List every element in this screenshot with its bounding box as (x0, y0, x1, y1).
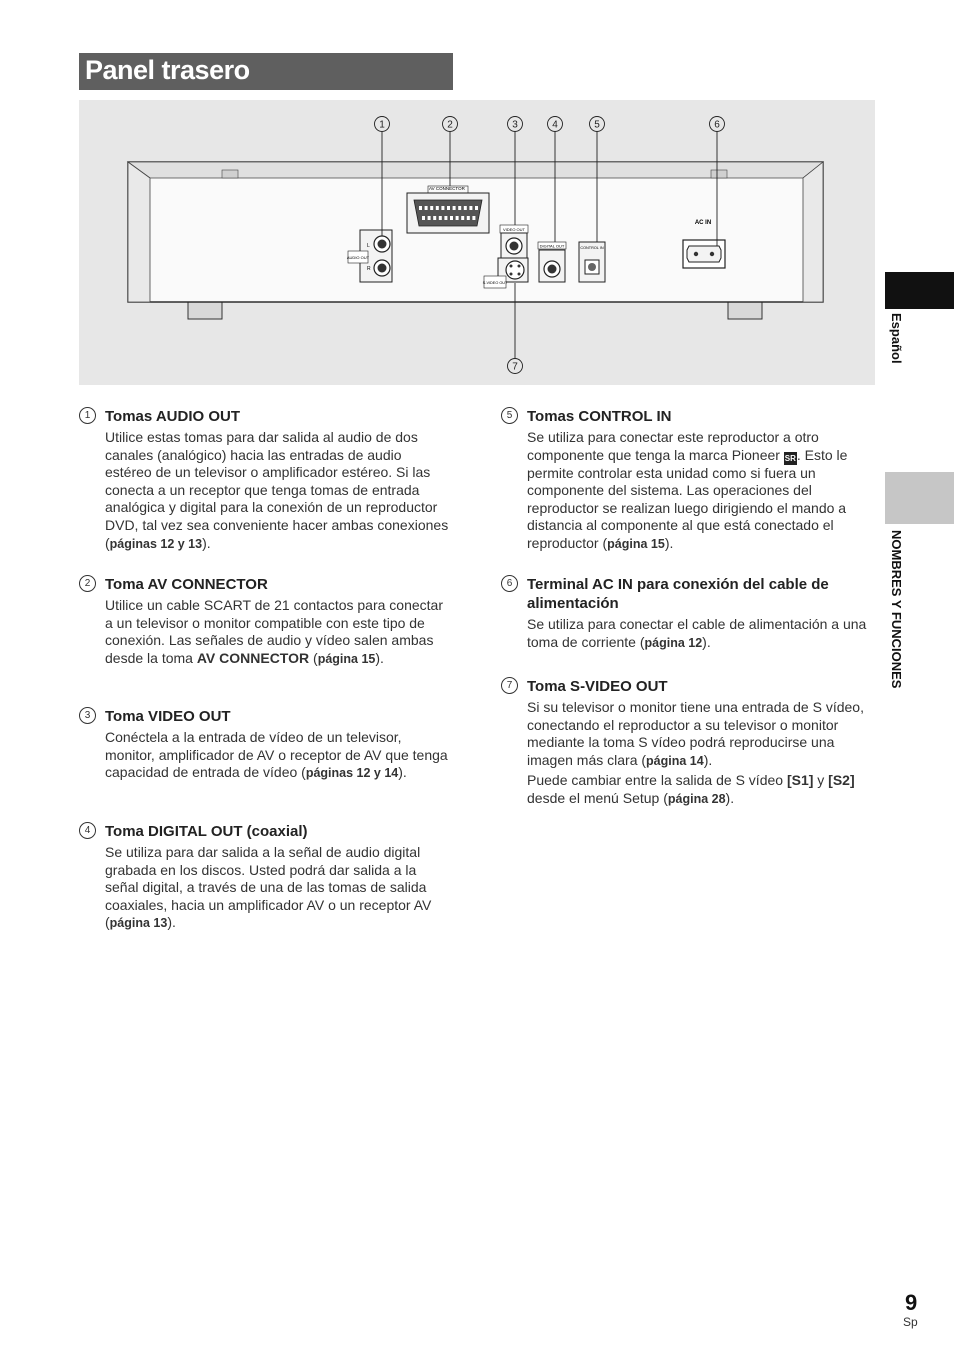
item-body: Se utiliza para conectar el cable de alimentación a una toma de corriente (página 12). (527, 616, 867, 650)
scart-pin (422, 216, 425, 220)
label-ac-in: AC IN (694, 220, 712, 226)
right-foot (728, 300, 762, 319)
item-title: Toma AV CONNECTOR (105, 576, 268, 593)
item-digital-out (79, 822, 449, 933)
callout-2-label: 2 (447, 119, 453, 131)
label-control-in: CONTROL IN (580, 246, 604, 250)
scart-pin (433, 216, 436, 220)
scart-pin (475, 206, 478, 210)
page-language-code: Sp (903, 1315, 918, 1329)
item-number: 1 (79, 407, 96, 424)
callout-5-label: 5 (594, 119, 600, 131)
chassis-right-side (803, 162, 823, 302)
left-foot (188, 300, 222, 319)
item-audio-out (79, 407, 449, 553)
scart-pin (456, 216, 459, 220)
section-label: NOMBRES Y FUNCIONES (889, 530, 904, 689)
scart-pin (464, 206, 467, 210)
chassis-left-side (128, 162, 150, 302)
item-body: Utilice estas tomas para dar salida al audio de dos canales (analógico) hacia las entradas de audio estéreo de un televisor o amplificador estéreo. Si las conecta a un receptor que tenga tomas de entrada analógica y digital para la conexión de un reproductor DVD, tal vez sea conveniente hacer ambas conexiones (páginas 12 y 13). (105, 429, 449, 551)
section-title-bar (79, 53, 453, 90)
item-title: Toma S-VIDEO OUT (527, 678, 668, 695)
scart-pin (472, 216, 475, 220)
item-number: 3 (79, 707, 96, 724)
item-title: Terminal AC IN para conexión del cable de alimentación (527, 576, 829, 612)
label-s-video-out: S-VIDEO OUT (482, 281, 508, 285)
s-video-jack (506, 261, 524, 279)
scart-pin (467, 216, 470, 220)
scart-pin (447, 206, 450, 210)
callout-3-label: 3 (512, 119, 518, 131)
item-s-video-out (501, 677, 871, 809)
rear-panel-figure (79, 100, 875, 385)
item-number: 2 (79, 575, 96, 592)
item-body-secondary: Puede cambiar entre la salida de S vídeo [S1] y [S2] desde el menú Setup (página 28). (527, 772, 855, 806)
item-title: Tomas AUDIO OUT (105, 408, 241, 425)
item-body: Si su televisor o monitor tiene una entrada de S vídeo, conectando el reproductor a su televisor o monitor mediante la toma S vídeo podrá reproducirse una imagen más clara (página 14). (527, 699, 864, 768)
item-title: Toma VIDEO OUT (105, 708, 231, 725)
label-r: R (367, 266, 371, 272)
item-body: Se utiliza para dar salida a la señal de audio digital grabada en los discos. Usted podrá dar salida a la señal digital, a través de una de las tomas de salida coaxiales, hacia un amplificador AV o un receptor AV (página 13). (105, 844, 432, 931)
item-number: 7 (501, 677, 518, 694)
scart-pin (428, 216, 431, 220)
item-body: Conéctela a la entrada de vídeo de un televisor, monitor, amplificador de AV o receptor de AV que tenga capacidad de entrada de vídeo (páginas 12 y 14). (105, 729, 448, 781)
item-title: Tomas CONTROL IN (527, 408, 672, 425)
item-body: Se utiliza para conectar este reproductor a otro componente que tenga la marca Pioneer SR. Esto le permite controlar esta unidad como si fuera un componente del sistema. Las operaciones del reproductor se realizan luego dirigiendo el mando a distancia al componente al que está conectado el reproductor (página 15). (527, 429, 848, 551)
item-number: 6 (501, 575, 518, 592)
scart-pin (461, 216, 464, 220)
callout-1-label: 1 (379, 119, 385, 131)
scart-pin (450, 216, 453, 220)
label-audio-out: AUDIO OUT (346, 255, 370, 260)
item-body: Utilice un cable SCART de 21 contactos para conectar a un televisor o monitor compatible con este tipo de conexión. Las señales de audio y vídeo salen ambas desde la toma AV CONNECTOR (página 15). (105, 597, 444, 666)
scart-pin (436, 206, 439, 210)
scart-pin (430, 206, 433, 210)
language-tab (885, 272, 954, 309)
scart-pin (439, 216, 442, 220)
rear-panel-diagram (79, 100, 875, 385)
label-digital-out: DIGITAL OUT (539, 243, 565, 249)
callout-4-label: 4 (552, 119, 558, 131)
label-av-connector: AV CONNECTOR (429, 186, 465, 191)
scart-pin (453, 206, 456, 210)
page-title: Panel trasero (85, 55, 250, 85)
scart-pin (444, 216, 447, 220)
item-title: Toma DIGITAL OUT (coaxial) (105, 823, 308, 840)
item-number: 5 (501, 407, 518, 424)
label-l: L (367, 243, 370, 249)
callout-7-label: 7 (512, 361, 518, 373)
page-number: 9 (905, 1290, 918, 1315)
item-control-in (501, 407, 871, 554)
item-number: 4 (79, 822, 96, 839)
item-av-connector (79, 575, 449, 668)
label-video-out: VIDEO OUT (502, 227, 526, 232)
scart-pin (458, 206, 461, 210)
sr-logo-icon: SR (784, 453, 796, 463)
language-label: Español (889, 313, 904, 364)
callout-6-label: 6 (714, 119, 720, 131)
scart-pin (425, 206, 428, 210)
section-tab (885, 472, 954, 524)
scart-pin (419, 206, 422, 210)
scart-pin (441, 206, 444, 210)
item-ac-in (501, 575, 871, 652)
item-video-out (79, 707, 449, 783)
scart-pin (469, 206, 472, 210)
